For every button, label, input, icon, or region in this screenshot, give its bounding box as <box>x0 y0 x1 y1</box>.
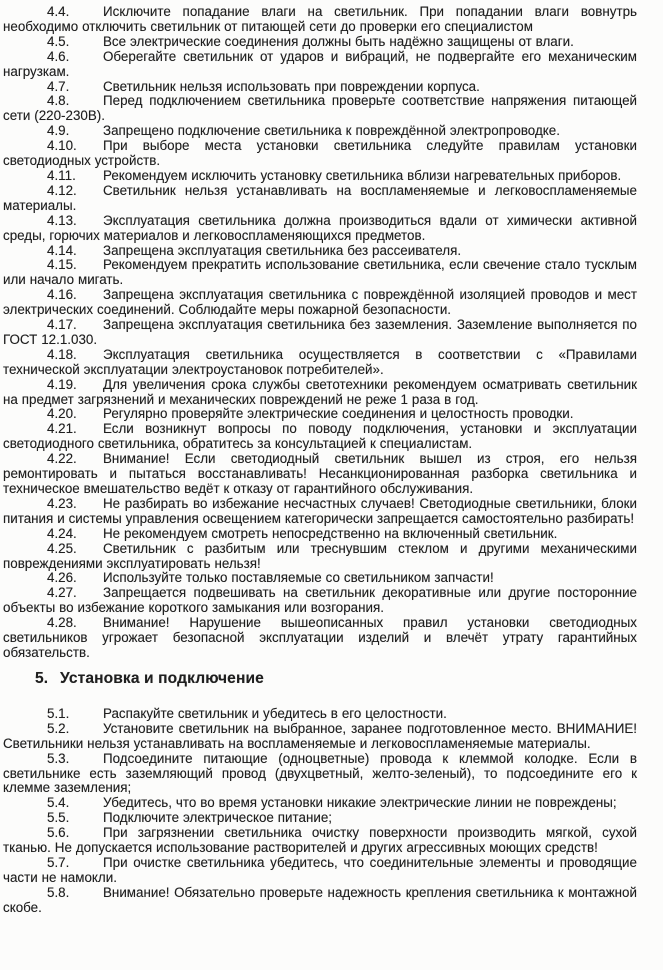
item-number: 5.6. <box>47 825 70 841</box>
item-text: Если возникнут вопросы по поводу подключения, установки и эксплуатации светодиодного светильника, обратитесь за консультацией к специалистам. <box>3 421 637 452</box>
numbered-paragraph <box>3 811 637 826</box>
safety-rules-list <box>3 5 637 661</box>
item-number: 4.20. <box>47 406 77 422</box>
item-number: 4.7. <box>47 78 70 94</box>
item-text: Запрещена эксплуатация светильника без рассеивателя. <box>103 242 462 258</box>
item-number: 4.24. <box>47 525 77 541</box>
item-number: 4.28. <box>47 615 77 631</box>
item-text: При выборе места установки светильника следуйте правилам установки светодиодных устройств. <box>3 138 637 169</box>
item-number: 4.25. <box>47 540 77 556</box>
numbered-paragraph <box>3 184 637 214</box>
numbered-paragraph <box>3 139 637 169</box>
item-text: Установите светильник на выбранное, заранее подготовленное место. ВНИМАНИЕ! Светильники нельзя устанавливать на воспламеняемые и легковоспламеняемые материалы. <box>3 720 637 751</box>
item-text: Светильник нельзя использовать при повреждении корпуса. <box>103 78 480 94</box>
numbered-paragraph <box>3 586 637 616</box>
numbered-paragraph <box>3 378 637 408</box>
item-text: Рекомендуем прекратить использование светильника, если свечение стало тусклым или начало мигать. <box>3 257 637 288</box>
item-number: 4.17. <box>47 317 77 333</box>
numbered-paragraph <box>3 288 637 318</box>
item-text: Внимание! Нарушение вышеописанных правил установки светодиодных светильников угрожает безопасной эксплуатации изделий и влечёт утрату гарантийных обязательств. <box>3 615 637 660</box>
numbered-paragraph <box>3 452 637 497</box>
item-text: Не рекомендуем смотреть непосредственно на включенный светильник. <box>103 525 558 541</box>
item-text: Внимание! Обязательно проверьте надежность крепления светильника к монтажной скобе. <box>3 884 637 915</box>
item-number: 4.10. <box>47 138 77 154</box>
item-number: 4.12. <box>47 182 77 198</box>
item-text: Рекомендуем исключить установку светильника вблизи нагревательных приборов. <box>103 167 622 183</box>
numbered-paragraph <box>3 5 637 35</box>
numbered-paragraph <box>3 616 637 661</box>
item-number: 5.5. <box>47 810 70 826</box>
item-number: 5.1. <box>47 705 70 721</box>
numbered-paragraph <box>3 796 637 811</box>
numbered-paragraph <box>3 886 637 916</box>
item-number: 4.15. <box>47 257 77 273</box>
numbered-paragraph <box>3 258 637 288</box>
numbered-paragraph <box>3 318 637 348</box>
item-number: 4.14. <box>47 242 77 258</box>
section-heading-number: 5. <box>35 669 49 687</box>
section-heading <box>3 669 637 688</box>
item-text: Запрещается подвешивать на светильник декоративные или другие посторонние объекты во избежание короткого замыкания или возгорания. <box>3 585 637 616</box>
item-text: Используйте только поставляемые со светильником запчасти! <box>103 570 494 586</box>
numbered-paragraph <box>3 124 637 139</box>
item-text: Внимание! Если светодиодный светильник вышел из строя, его нельзя ремонтировать и пытаться восстанавливать! Несанкционированная разборка светильника и техническое вмешательство ведёт к отказу от гарантийного обслуживания. <box>3 451 637 496</box>
item-number: 4.26. <box>47 570 77 586</box>
item-number: 4.8. <box>47 93 70 109</box>
item-text: Запрещена эксплуатация светильника без заземления. Заземление выполняется по ГОСТ 12.1.030. <box>3 317 637 347</box>
item-text: Подсоедините питающие (одноцветные) провода к клеммой колодке. Если в светильнике есть заземляющий провод (двухцветный, желто-зеленый), то подсоедините его к клемме заземления; <box>3 750 637 796</box>
numbered-paragraph <box>3 722 637 752</box>
item-number: 4.13. <box>47 212 77 228</box>
numbered-paragraph <box>3 50 637 80</box>
item-number: 4.16. <box>47 287 77 303</box>
item-number: 4.4. <box>47 4 70 19</box>
item-text: Оберегайте светильник от ударов и вибраций, не подвергайте его механическим нагрузкам. <box>3 48 637 79</box>
numbered-paragraph <box>3 527 637 542</box>
item-text: Подключите электрическое питание; <box>103 810 332 826</box>
item-text: Перед подключением светильника проверьте соответствие напряжения питающей сети (220-230В). <box>3 93 637 124</box>
item-text: Светильник нельзя устанавливать на воспламеняемые и легковоспламеняемые материалы. <box>3 182 637 213</box>
item-number: 4.19. <box>47 376 77 392</box>
numbered-paragraph <box>3 214 637 244</box>
numbered-paragraph <box>3 752 637 797</box>
item-number: 4.9. <box>47 123 70 139</box>
item-text: Эксплуатация светильника осуществляется в соответствии с «Правилами технической эксплуатации электроустановок потребителей». <box>3 346 637 377</box>
item-number: 4.22. <box>47 451 77 467</box>
item-text: Светильник с разбитым или треснувшим стеклом и другими механическими повреждениями эксплуатировать нельзя! <box>3 540 637 571</box>
numbered-paragraph <box>3 497 637 527</box>
numbered-paragraph <box>3 35 637 50</box>
numbered-paragraph <box>3 407 637 422</box>
item-number: 4.27. <box>47 585 77 601</box>
numbered-paragraph <box>3 707 637 722</box>
item-text: Запрещена эксплуатация светильника с повреждённой изоляцией проводов и мест электрических соединений. Соблюдайте меры пожарной безопасности. <box>3 287 637 318</box>
numbered-paragraph <box>3 348 637 378</box>
numbered-paragraph <box>3 169 637 184</box>
item-text: Исключите попадание влаги на светильник. При попадании влаги вовнутрь необходимо отключить светильник от питающей сети до проверки его специалистом <box>3 4 637 34</box>
installation-steps-list <box>3 707 637 916</box>
item-number: 4.23. <box>47 495 77 511</box>
item-text: При очистке светильника убедитесь, что соединительные элементы и проводящие части не намокли. <box>3 854 637 885</box>
item-text: Убедитесь, что во время установки никакие электрические линии не повреждены; <box>103 795 617 811</box>
item-text: Распакуйте светильник и убедитесь в его целостности. <box>103 705 447 721</box>
item-number: 4.6. <box>47 48 70 64</box>
item-text: Эксплуатация светильника должна производиться вдали от химически активной среды, горючих материалов и легковоспламеняющихся предметов. <box>3 212 637 243</box>
item-text: Для увеличения срока службы светотехники рекомендуем осматривать светильник на предмет загрязнений и механических повреждений не реже 1 раза в год. <box>3 376 637 407</box>
numbered-paragraph <box>3 422 637 452</box>
item-number: 5.3. <box>47 750 70 766</box>
item-text: Запрещено подключение светильника к повреждённой электропроводке. <box>103 123 560 139</box>
item-text: Все электрические соединения должны быть надёжно защищены от влаги. <box>103 33 574 49</box>
item-number: 5.7. <box>47 854 70 870</box>
item-number: 5.8. <box>47 884 70 900</box>
numbered-paragraph <box>3 856 637 886</box>
numbered-paragraph <box>3 80 637 95</box>
numbered-paragraph <box>3 94 637 124</box>
item-number: 5.4. <box>47 795 70 811</box>
numbered-paragraph <box>3 571 637 586</box>
numbered-paragraph <box>3 244 637 259</box>
numbered-paragraph <box>3 826 637 856</box>
numbered-paragraph <box>3 542 637 572</box>
section-heading-title: Установка и подключение <box>60 669 264 687</box>
item-number: 4.18. <box>47 346 77 362</box>
item-number: 5.2. <box>47 720 70 736</box>
item-text: При загрязнении светильника очистку поверхности производить мягкой, сухой тканью. Не допускается использование растворителей и других агрессивных моющих средств! <box>3 825 637 856</box>
item-text: Не разбирать во избежание несчастных случаев! Светодиодные светильники, блоки питания и системы управления освещением категорически запрещается самостоятельно разбирать! <box>3 495 637 526</box>
item-text: Регулярно проверяйте электрические соединения и целостность проводки. <box>103 406 574 422</box>
item-number: 4.11. <box>47 167 76 183</box>
item-number: 4.21. <box>47 421 77 437</box>
item-number: 4.5. <box>47 33 70 49</box>
